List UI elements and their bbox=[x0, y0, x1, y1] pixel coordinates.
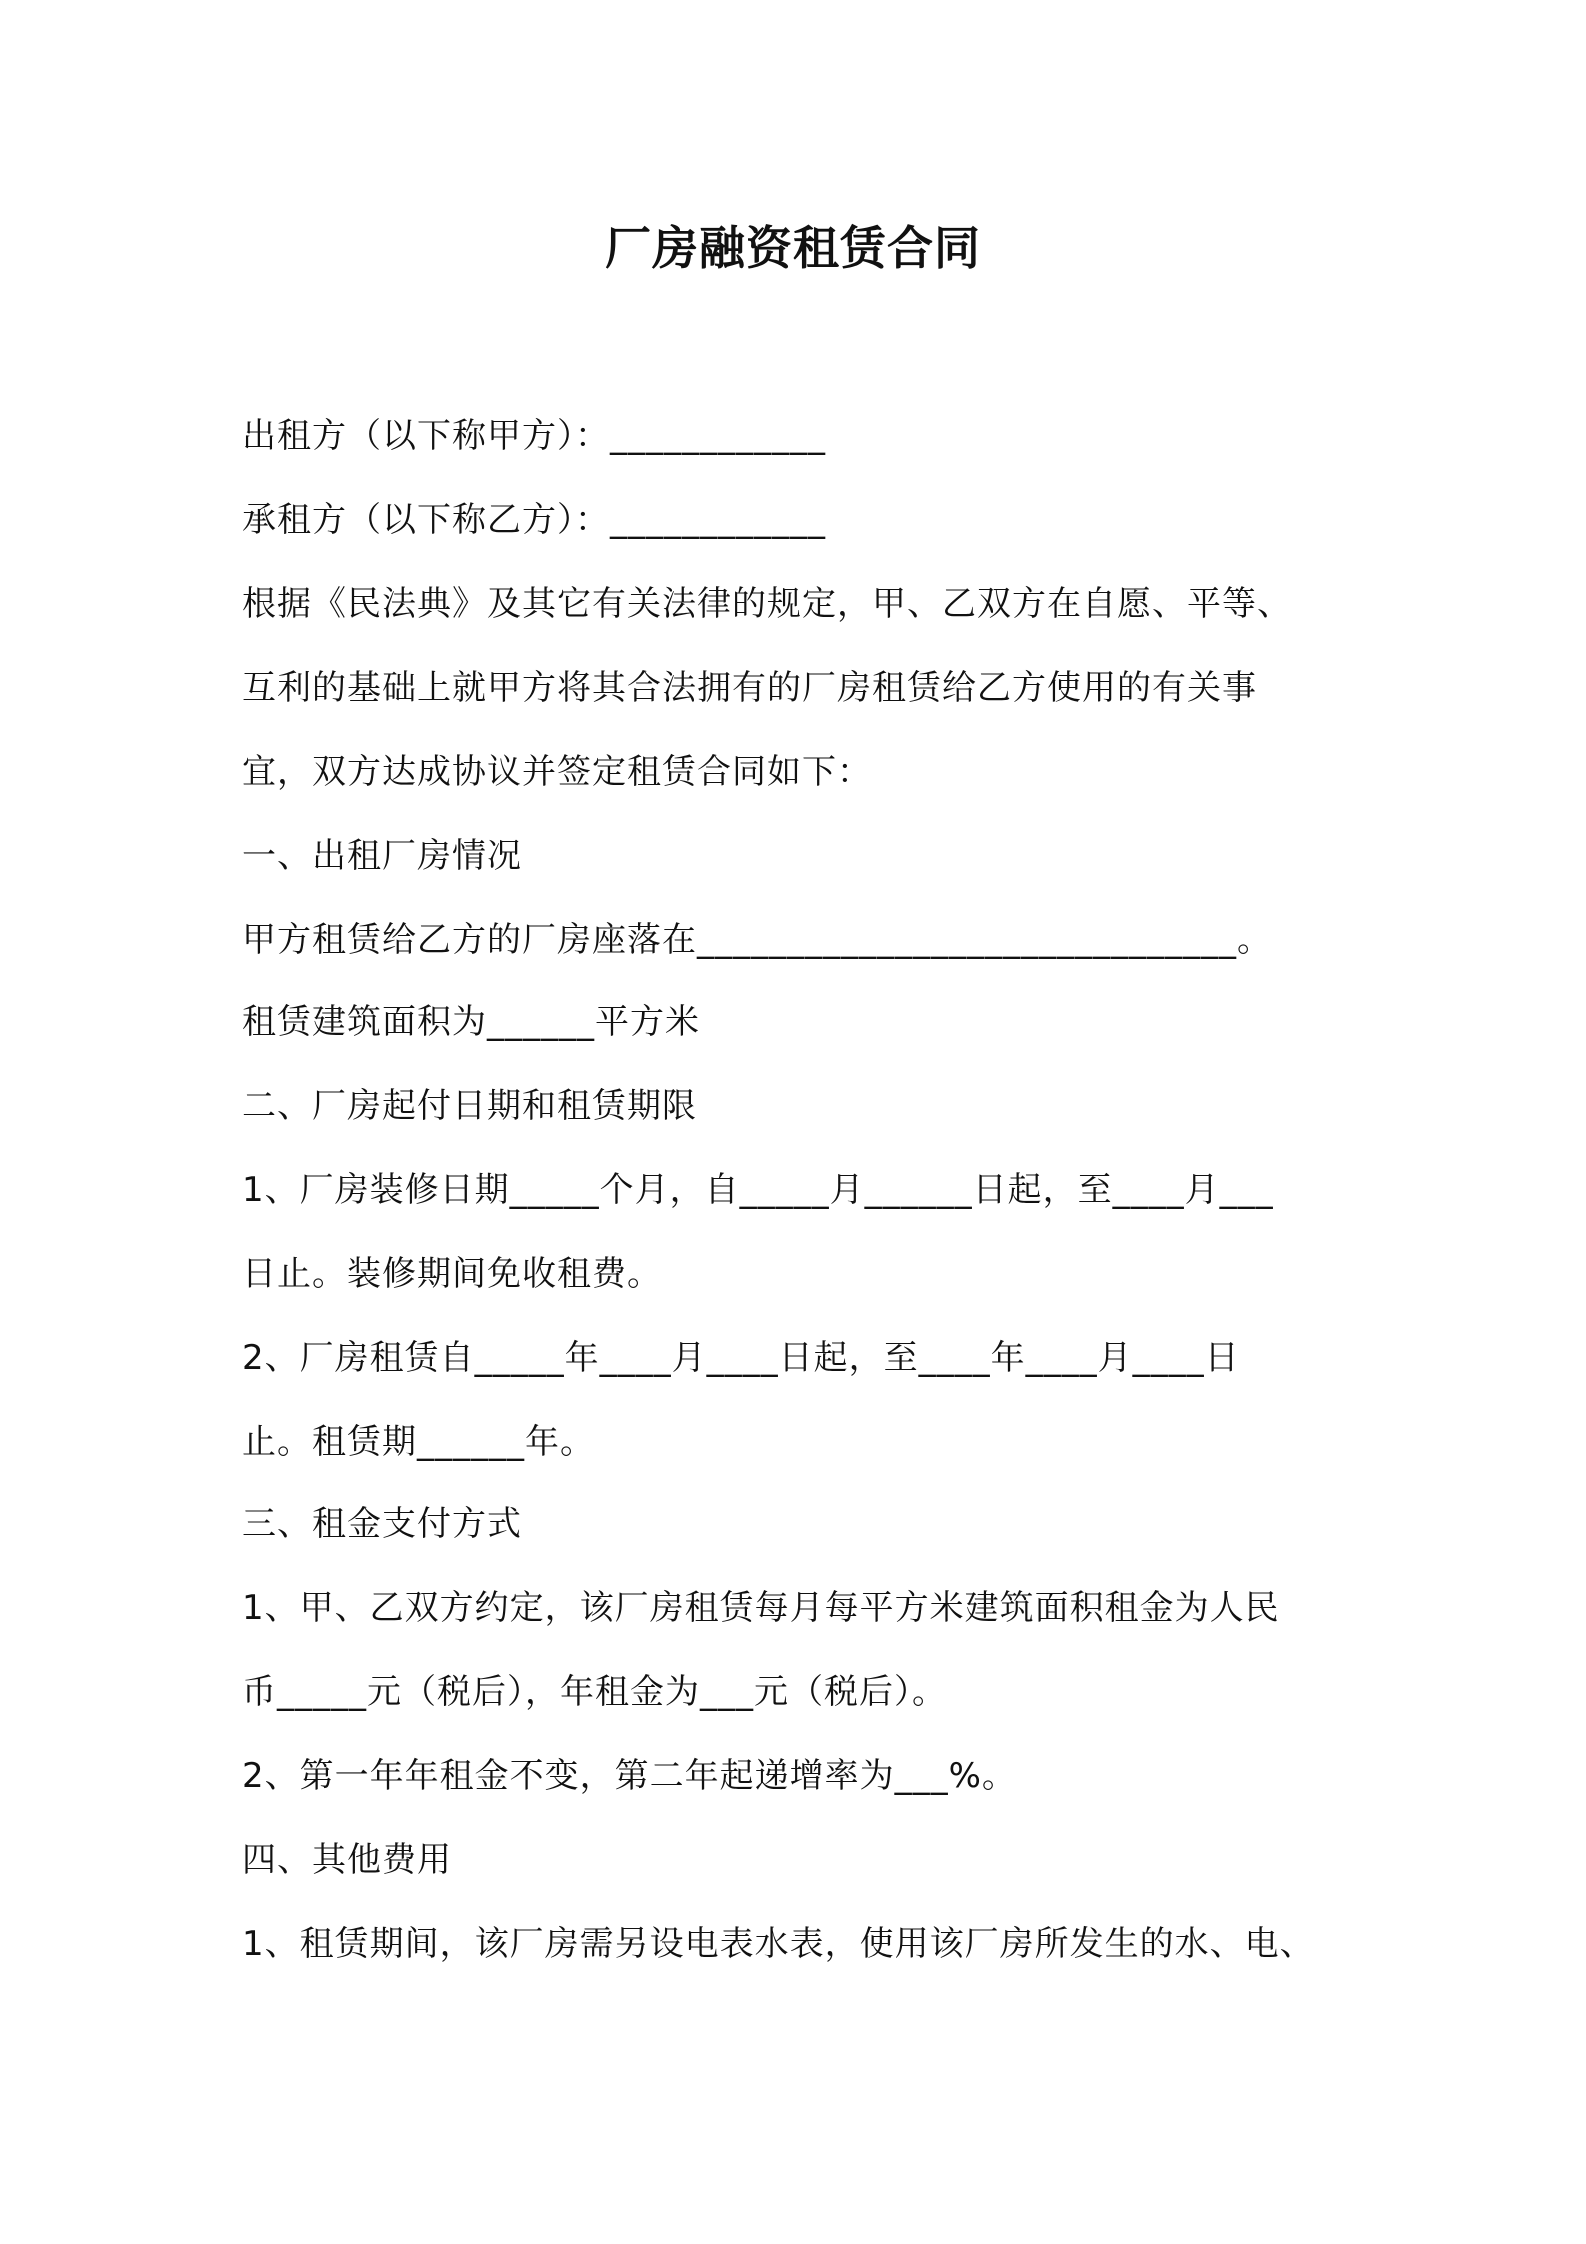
preamble-line-3: 宜，双方达成协议并签定租赁合同如下： bbox=[242, 752, 872, 792]
section-heading-3: 三、租金支付方式 bbox=[242, 1504, 522, 1544]
lessor-line: 出租方（以下称甲方）：____________ bbox=[242, 416, 826, 456]
section-heading-4: 四、其他费用 bbox=[242, 1840, 452, 1880]
preamble-line-2: 互利的基础上就甲方将其合法拥有的厂房租赁给乙方使用的有关事 bbox=[242, 668, 1257, 708]
renovation-line-2: 日止。装修期间免收租费。 bbox=[242, 1254, 662, 1294]
lease-term-line-1: 2、厂房租赁自_____年____月____日起，至____年____月____日 bbox=[242, 1338, 1240, 1378]
lease-term-line-2: 止。租赁期______年。 bbox=[242, 1422, 595, 1462]
other-fees-line: 1、租赁期间，该厂房需另设电表水表，使用该厂房所发生的水、电、 bbox=[242, 1924, 1315, 1964]
rent-line-1: 1、甲、乙双方约定，该厂房租赁每月每平方米建筑面积租金为人民 bbox=[242, 1588, 1280, 1628]
rent-line-2: 币_____元（税后），年租金为___元（税后）。 bbox=[242, 1672, 947, 1712]
renovation-line-1: 1、厂房装修日期_____个月，自_____月______日起，至____月___ bbox=[242, 1170, 1274, 1210]
location-line: 甲方租赁给乙方的厂房座落在______________________________。 bbox=[242, 920, 1272, 960]
rent-increase-line: 2、第一年年租金不变，第二年起递增率为___%。 bbox=[242, 1756, 1017, 1796]
document-title: 厂房融资租赁合同 bbox=[605, 221, 981, 275]
lessee-line: 承租方（以下称乙方）：____________ bbox=[242, 500, 826, 540]
preamble-line-1: 根据《民法典》及其它有关法律的规定，甲、乙双方在自愿、平等、 bbox=[242, 584, 1292, 624]
section-heading-2: 二、厂房起付日期和租赁期限 bbox=[242, 1086, 697, 1126]
area-line: 租赁建筑面积为______平方米 bbox=[242, 1002, 700, 1042]
section-heading-1: 一、出租厂房情况 bbox=[242, 836, 522, 876]
